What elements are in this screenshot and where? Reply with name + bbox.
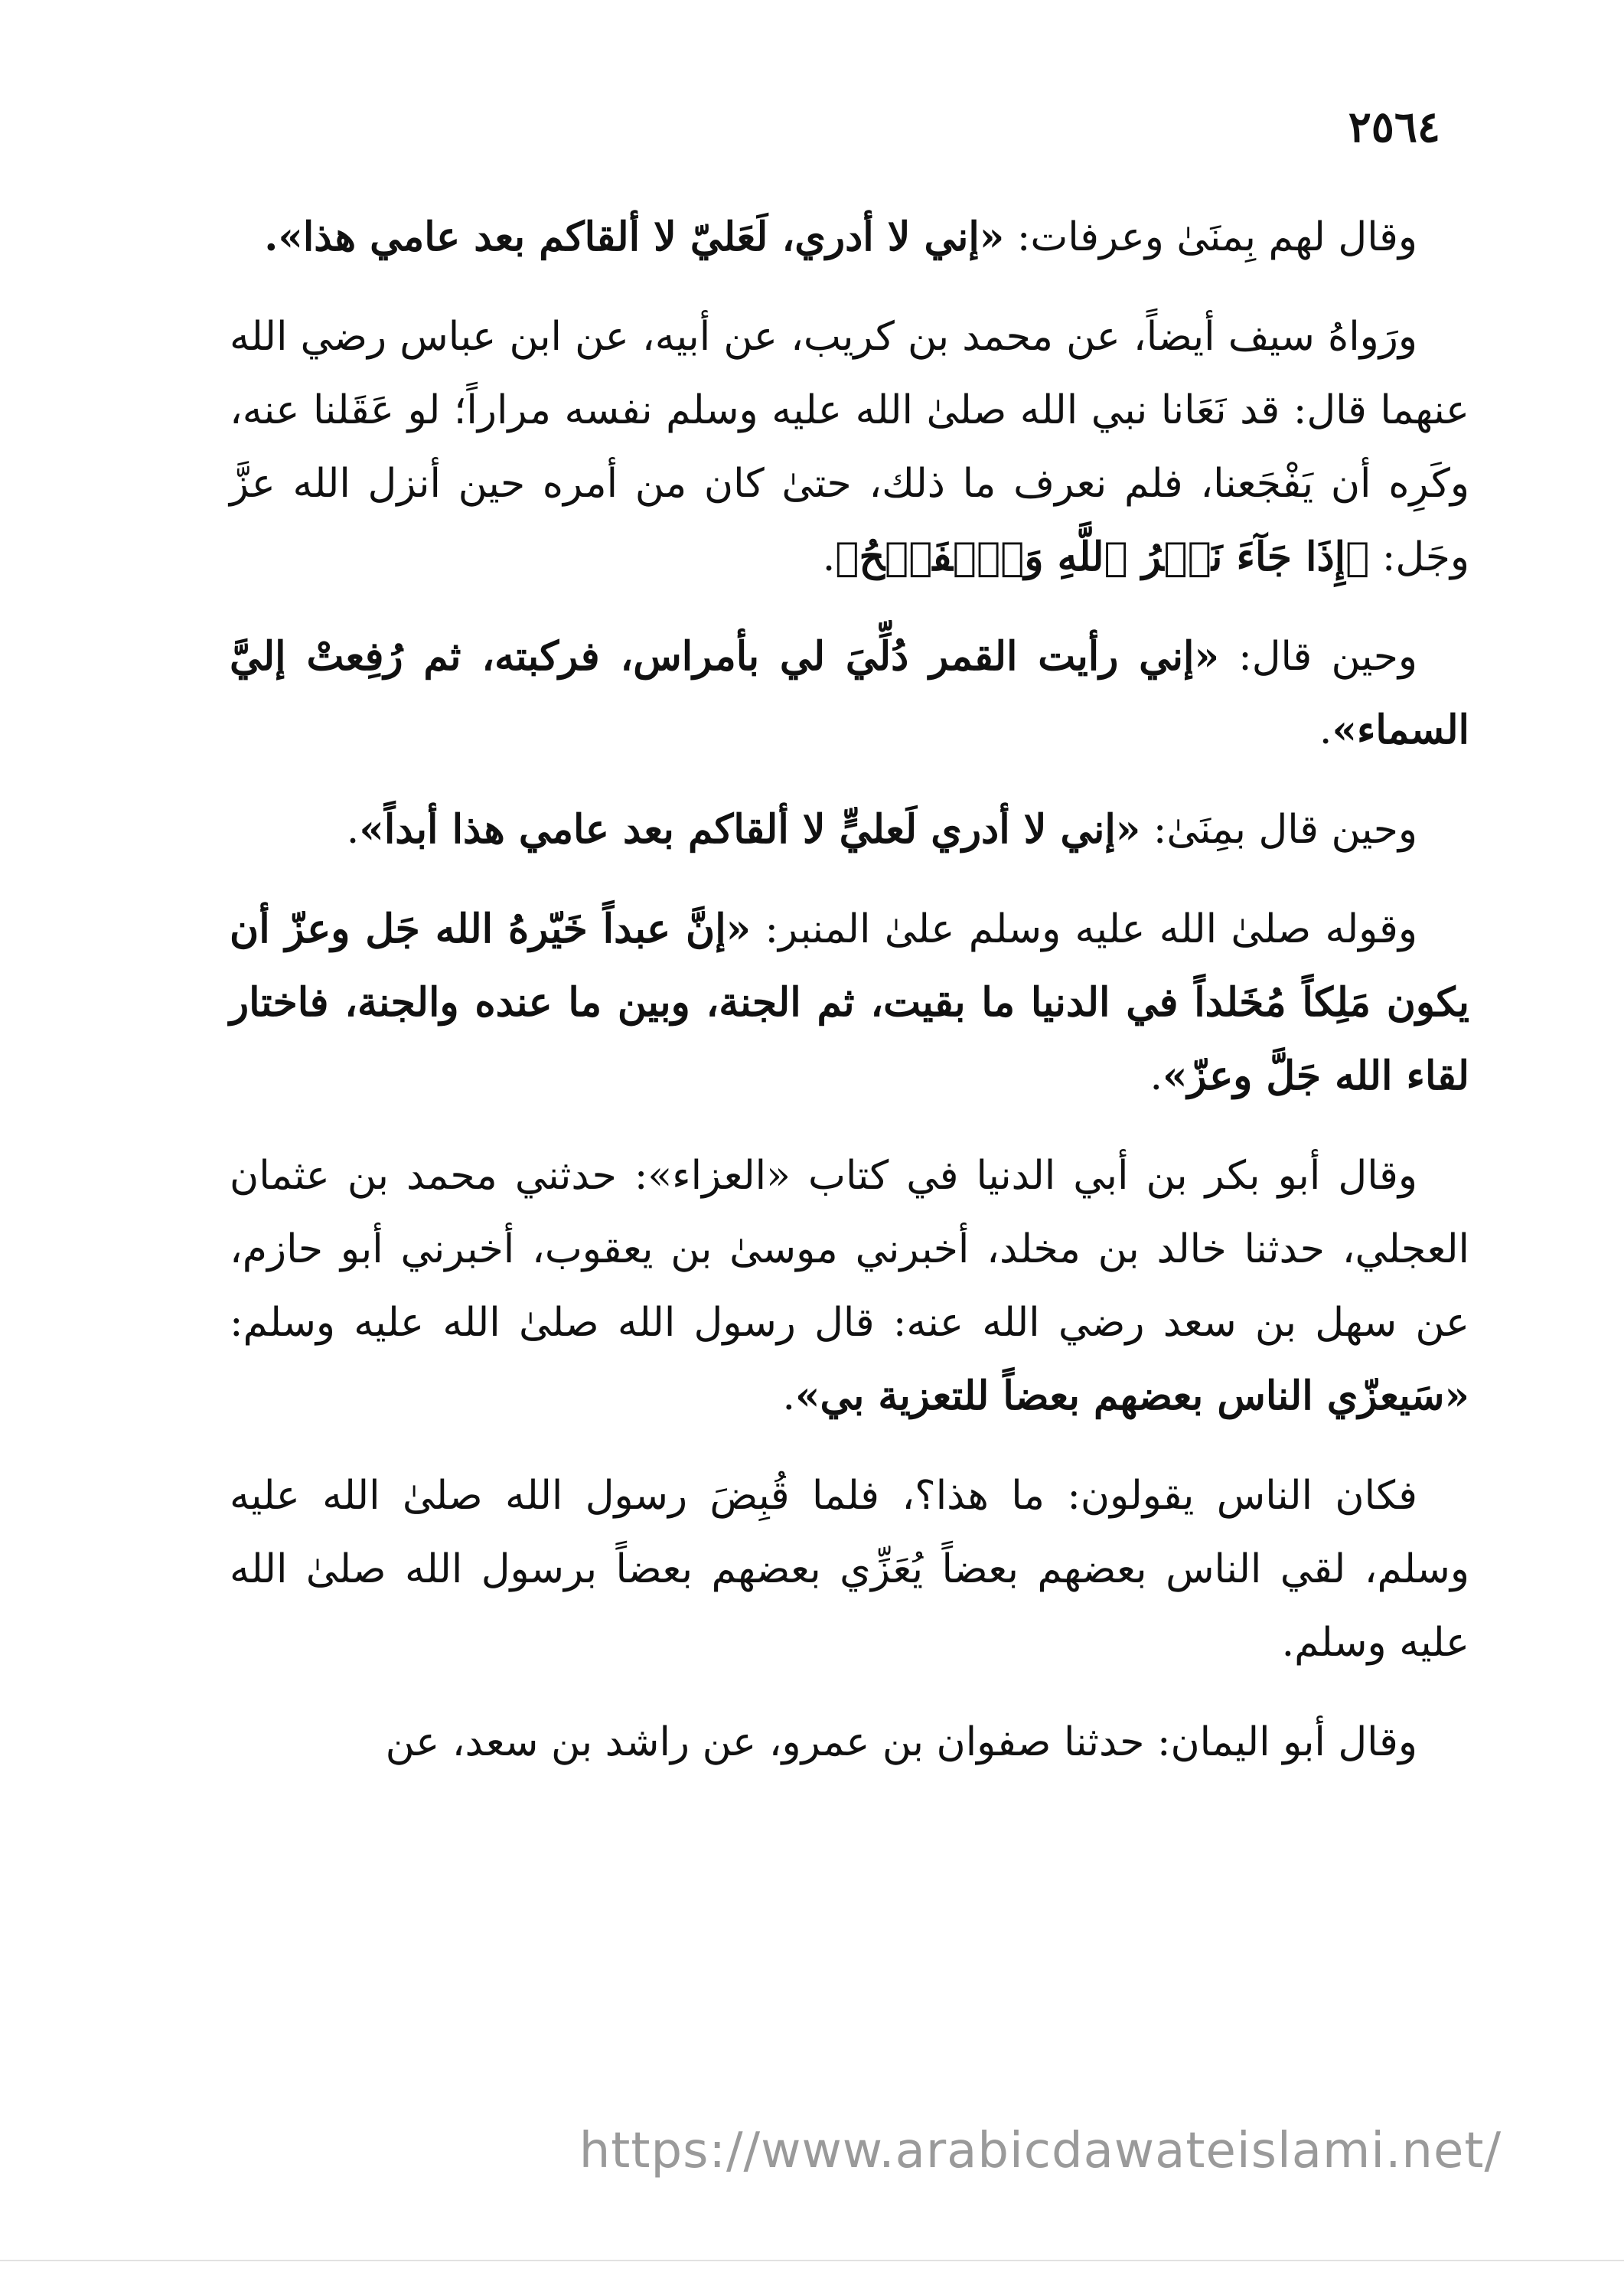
paragraph-3-tail: . [1319,707,1332,753]
paragraph-1 [230,201,1469,274]
paragraph-6-plain: وقال أبو بكر بن أبي الدنيا في كتاب «العزاء»: حدثني محمد بن عثمان العجلي، حدثنا خالد بن مخلد، أخبرني موسىٰ بن يعقوب، أخبرني أبو حازم، عن سهل بن سعد رضي الله عنه: قال رسول الله صلىٰ الله عليه وسلم: [230,1153,1469,1346]
paragraph-2 [230,300,1469,594]
paragraph-5-tail: . [1150,1053,1163,1099]
paragraph-5 [230,893,1469,1113]
paragraph-2-plain: ورَواهُ سيف أيضاً، عن محمد بن كريب، عن أبيه، عن ابن عباس رضي الله عنهما قال: قد نَعَانا نبي الله صلىٰ الله عليه وسلم نفسه مراراً؛ لو عَقَلنا عنه، وكَرِه أن يَفْجَعنا، فلم نعرف ما ذلك، حتىٰ كان من أمره حين أنزل الله عزَّ وجَل: [230,314,1469,580]
paragraph-7 [230,1459,1469,1680]
watermark-url: https://www.arabicdawateislami.net/ [579,2123,1502,2179]
paragraph-5-plain: وقوله صلىٰ الله عليه وسلم علىٰ المنبر: [751,906,1418,952]
paragraph-4-tail: . [346,807,360,853]
paragraph-6-quote: «سَيعزّي الناس بعضهم بعضاً للتعزية بي» [795,1373,1469,1419]
paragraph-4-plain: وحين قال بمِنَىٰ: [1140,807,1417,853]
paragraph-3 [230,620,1469,767]
paragraph-2-tail: . [822,534,836,580]
paragraph-3-quote: «إني رأيت القمر دُلِّيَ لي بأمراس، فركبته، ثم رُفِعتْ إليَّ السماء» [230,633,1469,753]
paragraph-8-plain: وقال أبو اليمان: حدثنا صفوان بن عمرو، عن راشد بن سعد، عن [385,1719,1417,1765]
paragraph-4-quote: «إني لا أدري لَعليٍّ لا ألقاكم بعد عامي هذا أبداً» [359,806,1141,853]
paragraph-1-quote: «إني لا أدري، لَعَليّ لا ألقاكم بعد عامي هذا». [264,214,1005,260]
paragraph-2-quran-verse: ﴿إِذَا جَآءَ نَصۡرُ ٱللَّهِ وَٱلۡفَتۡحُ﴾ [835,534,1370,580]
paragraph-5-quote: «إنَّ عبداً خَيّرهُ الله جَل وعزّ أن يكون مَلِكاً مُخَلداً في الدنيا ما بقيت، ثم الجنة، وبين ما عنده والجنة، فاختار لقاء الله جَلَّ وعزّ» [230,906,1469,1099]
paragraph-4 [230,793,1469,867]
paragraph-3-plain: وحين قال: [1218,634,1417,680]
page-edge-divider [0,2260,1624,2261]
body-text [230,201,1469,1805]
paragraph-1-plain: وقال لهم بِمنَىٰ وعرفات: [1004,214,1417,260]
paragraph-6 [230,1139,1469,1433]
page-number: ٢٥٦٤ [1348,102,1440,152]
paragraph-8 [230,1706,1469,1779]
paragraph-7-plain: فكان الناس يقولون: ما هذا؟، فلما قُبِضَ رسول الله صلىٰ الله عليه وسلم، لقي الناس بعضهم بعضاً يُعَزِّي بعضهم بعضاً برسول الله صلىٰ الله عليه وسلم. [230,1473,1469,1666]
paragraph-6-tail: . [782,1373,796,1419]
